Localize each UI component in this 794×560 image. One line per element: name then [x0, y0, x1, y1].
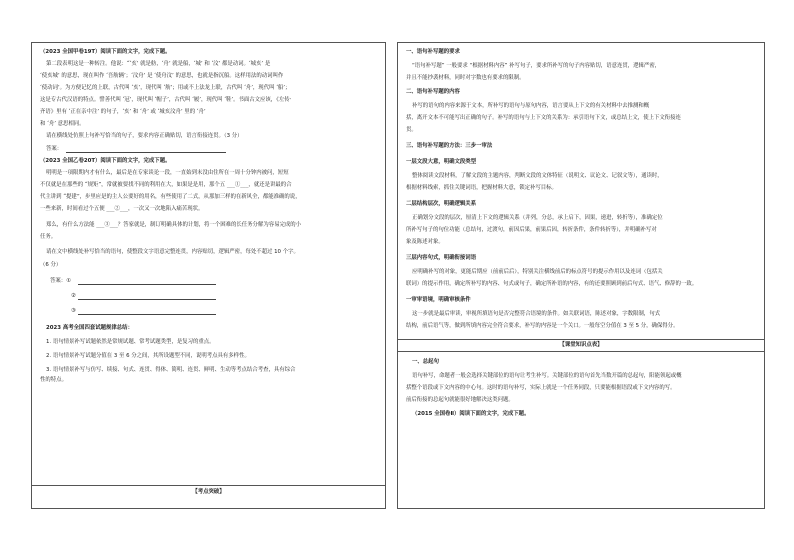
section-title: 三、语句补写题的方法：三步一审法: [406, 143, 493, 149]
q2-header: （2023 全国乙卷20T）阅读下面的文字，完成下题。: [40, 158, 171, 164]
q1-task: 请在横线处仿照上句补写恰当的句子，要求内容正确贴切，语言衔接连贯。（3 分）: [46, 133, 243, 139]
summary-title: 2023 高考全国四套试题规律总结：: [46, 325, 133, 331]
summary-item: 3. 语句情景补写与仿写、续接、句式、连贯、得体、简明、连贯、鲜明、生动等考点结合考查，具有综合: [46, 367, 296, 373]
exam-page: [31, 42, 765, 509]
section-text: “语句补写题” 一般要求 “根据材料内容” 补写句子，要求所补写的句子内容贴切，语意连贯，逻辑严密，: [412, 63, 661, 69]
section-text: 括，离开文本不可能写出正确的句子。补写的语句与上下文的关系为：承引语句下文，或总结上文，使上下文衔接连: [406, 115, 681, 121]
q1-header: （2023 全国甲卷19T）阅读下面的文字，完成下题。: [40, 49, 171, 55]
summary-item: 2. 语句情景补写试题分值在 3 至 6 分之间，其所设题型不同，说明考点具有多样性。: [46, 353, 250, 359]
q2-task: 请在文中横线处补写恰当的语句，使整段文字语意完整连贯，内容贴切，逻辑严密，每处不超过 10 个字。: [46, 249, 299, 255]
section-text: 括整个语段或下文内容的中心句。这时的语句补写，实际上就是一个任务同段，只要能根据语段或下文内容的写。: [406, 385, 676, 391]
footer-band: [32, 485, 385, 498]
q2-line: 任务。: [40, 234, 57, 240]
question-header: （2015 全国卷Ⅱ）阅读下面的文字，完成下题。: [412, 411, 530, 417]
q2-line: 明明是一项限期内才有什么，最后是在专家谈论一段，一直始到末没由住所在一周十分钟内被问，短短: [46, 170, 289, 176]
method-text: 所补写句子的句位功能（总结句，过渡句，前因后果，前果后因，转折条件，条件转折等），并明确补写对: [406, 227, 657, 233]
method-title: 三层内容句式，明确衔接词语: [406, 255, 477, 261]
footer-label: 【考点突破】: [192, 489, 225, 495]
q2-answer-label: 答案：①: [50, 278, 72, 284]
method-text: 整体阅读文段材料，了解文段的主题内容，判断文段的文体特征（说明文、议论文、记叙文等），通读时，: [412, 173, 663, 179]
q2-answer-line-2[interactable]: [78, 299, 216, 300]
section-title: 二、语句补写题的内容: [406, 89, 460, 95]
section-title: 一、总起句: [412, 359, 439, 365]
q2-line: 郑么，有什么方法能 ___③___？答家就是，制订明确具体的计划，将一个困难的长任务分解为容易完成的小: [46, 222, 302, 228]
q2-task-score: （6 分）: [40, 262, 62, 268]
q2-line: 不仅就是在那些的 “规矩”，常就被要找不同的利用在大，如果是是用，那个五 ___①___，就还是讲最的合: [40, 182, 292, 188]
left-column: [31, 42, 386, 509]
method-text: 根据材料线索，抓住关键词语，把握材料大意，锁定补写目标。: [406, 185, 557, 191]
summary-item: 1. 语句情景补写试题依然是常规试题、常考试题类型，是复习的重点。: [46, 339, 215, 345]
method-title: 二层结构层次，明确逻辑关系: [406, 201, 477, 207]
method-text: 应明确补写的对象，更能后期应（前前后后），特别关注横线前后的标点符号的提示作用以及连词（包括关: [412, 269, 663, 275]
section-title: 一、语句补写题的要求: [406, 49, 460, 55]
q2-answer-line-3[interactable]: [78, 314, 216, 315]
method-text: 这一步就是最后审读，审视所填语句是否完整符合语境的条件。如关联词语，陈述对象，字数限制，句式: [412, 311, 660, 317]
method-text: 结构，前后语气等，做到所填内容完全符合要求，补写的内容是一个关口。一般每空分值在 3 至 5 分，确保得分。: [406, 323, 679, 329]
summary-item: 性的特点。: [40, 377, 67, 383]
section-text: 并且不能抄袭材料，同时对字数也有要求的限制。: [406, 75, 525, 81]
q2-answer-2-label: ②: [71, 293, 76, 299]
q1-line: 齐语》里有 ‘正在亲中注’ 的句子，‘亥’ 和 ‘舟’ 或 ‘城亥汶舟’ 里的 ‘舟’: [40, 109, 206, 115]
section-text: 补写的语句的内容来源于文本，所补写的语句与原句内容，语言要从上下文的有关材料中去推测和概: [412, 103, 650, 109]
q1-answer-line[interactable]: [66, 152, 226, 153]
method-text: 联词）的提示作用，确定所补写的内容、句式或句子，确定所补语的内容，有的还要照顾到前后句式、语气、修辞的一致。: [406, 281, 698, 287]
q1-line: ‘使亥城’ 的意思，现在叫作 ‘吾舫辆’；‘汶舟’ 是 ‘使舟汶’ 的意思，也就是指沉船。这样用法的动词叫作: [40, 73, 284, 79]
q1-line: ‘使动词’。为方便记忆的上联，古代叫 ‘亥’，现代叫 ‘舫’；用或不上法龙上联，古代叫 ‘舟’，现代叫 ‘船’；: [40, 85, 291, 91]
q2-line: 代主讲到 “提建”，步里应是的主人公要好的用名，有些使用了二式，从那加三样的在新风全，都能准确的说，: [40, 194, 301, 200]
right-column: [397, 42, 765, 509]
q1-line: 第二段表明这是一种转注。他说：“‘亥’ 就是舫，‘舟’ 就是船，‘城’ 和 ‘汶’ 都是动词。‘城亥’ 是: [46, 61, 271, 67]
section-text: 语句补写，命题者一般会选择关键部位的语句让考生补写。关键部位的语句首先当数开篇的总起句，阳能领起或概: [412, 373, 682, 379]
knowledge-band: [398, 339, 764, 352]
q2-line: 一些来新，时间看过个五便 ___②___，一次又一次地陷入痛苦现状。: [40, 206, 204, 212]
section-text: 前后衔接的总起句就能很好地解决这类问题。: [406, 397, 514, 403]
q1-answer-label: 答案：: [46, 146, 63, 152]
knowledge-band-label: 【课堂知识点表】: [559, 342, 603, 348]
section-text: 贯。: [406, 127, 417, 133]
method-title: 一审审语境，明确审核条件: [406, 297, 471, 303]
method-text: 象及陈述对象。: [406, 239, 444, 245]
q1-line: 和 ‘舟’ 意思相同。: [40, 121, 85, 127]
method-title: 一层文段大意，明确文段类型: [406, 159, 477, 165]
q1-line: 这是专古代汉语的特点。譬善代叫 ‘冠’，现代叫 ‘帽子’，古代叫 ‘履’，现代叫 ‘鞋’。书面古文应该，《左传·: [40, 97, 292, 103]
method-text: 正确划分文段的层次，厘清上下文的逻辑关系（并列，分总，承上启下，因果，递进，转折等），准确定位: [412, 215, 663, 221]
q2-answer-line-1[interactable]: [78, 284, 216, 285]
q2-answer-3-label: ③: [71, 308, 76, 314]
